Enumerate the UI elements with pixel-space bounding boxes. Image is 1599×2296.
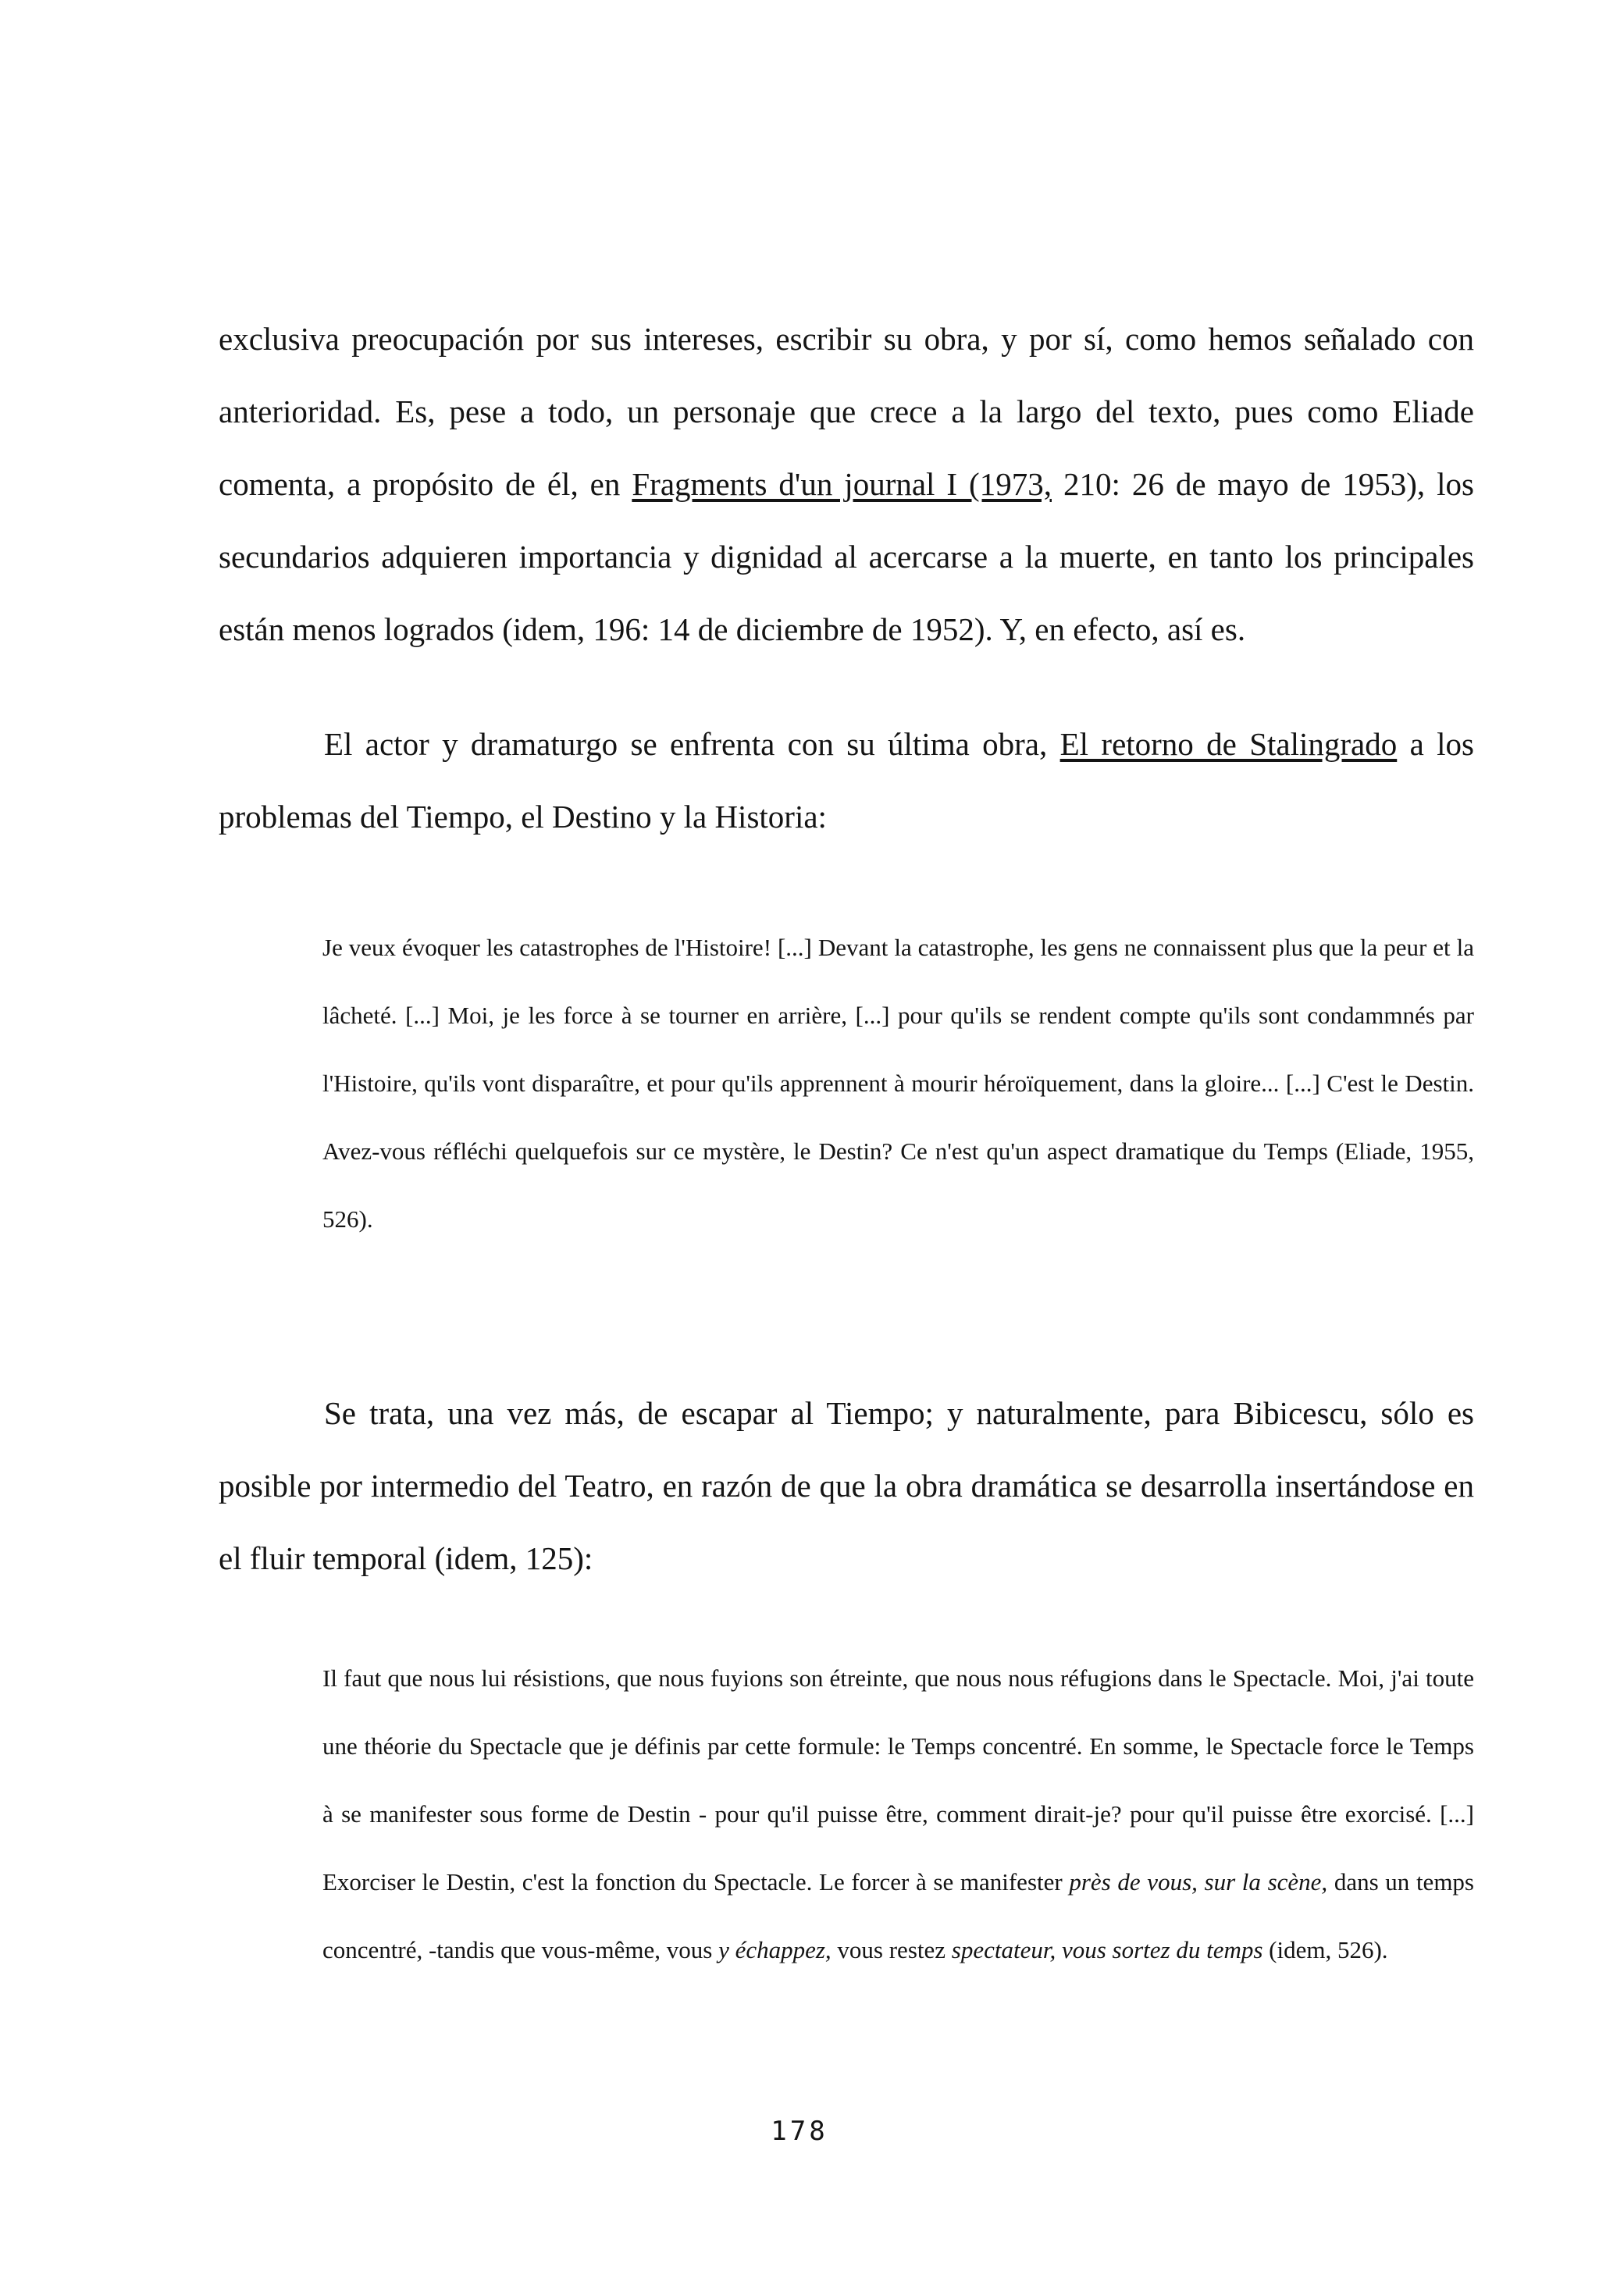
paragraph-2-text-start: El actor y dramaturgo se enfrenta con su última obra, <box>324 726 1060 762</box>
book-title-el-retorno-de-stalingrado: El retorno de Stalingrado <box>1059 726 1398 762</box>
page-number: 178 <box>771 2116 828 2147</box>
paragraph-2-text-end: a los problemas del Tiempo, el Destino y la Historia: <box>219 726 1475 835</box>
block-quote-1 <box>322 913 1474 1253</box>
block-quote-2 <box>322 1644 1474 1984</box>
paragraph-1-text-end: 210: 26 de mayo de 1953), los secundarios adquieren importancia y dignidad al acercarse a la muerte, en tanto los principales están menos logrados (idem, 196: 14 de diciembre de 1952). Y, en efecto, así es. <box>219 466 1474 647</box>
quote-2-italic-3: spectateur, vous sortez du temps <box>951 1936 1263 1963</box>
quote-2-italic-2: y échappez, <box>718 1936 832 1963</box>
quote-1-text: Je veux évoquer les catastrophes de l'Histoire! [...] Devant la catastrophe, les gens ne connaissent plus que la peur et la lâcheté. [...] Moi, je les force à se tourner en arrière, [...] pour qu'ils se rendent compte qu'ils sont condammnés par l'Histoire, qu'ils vont disparaître, et pour qu'ils apprennent à mourir héroïquement, dans la gloire... [...] C'est le Destin. Avez-vous réfléchi quelquefois sur ce mystère, le Destin? Ce n'est qu'un aspect dramatique du Temps (Eliade, 1955, 526). <box>322 934 1474 1233</box>
body-paragraph-3 <box>219 1377 1474 1595</box>
quote-2-text-3: vous restez <box>831 1936 952 1963</box>
quote-2-text-2: dans un temps concentré, -tandis que vous-même, vous <box>322 1868 1474 1963</box>
paragraph-1-text-start: exclusiva preocupación por sus intereses, escribir su obra, y por sí, como hemos señalado con anterioridad. Es, pese a todo, un personaje que crece a la largo del texto, pues como Eliade comenta, a propósito de él, en <box>219 321 1474 502</box>
quote-2-italic-1: près de vous, sur la scène, <box>1069 1868 1328 1896</box>
paragraph-3-text: Se trata, una vez más, de escapar al Tiempo; y naturalmente, para Bibicescu, sólo es posible por intermedio del Teatro, en razón de que la obra dramática se desarrolla insertándose en el fluir temporal (idem, 125): <box>219 1395 1474 1576</box>
body-paragraph-2 <box>219 708 1474 853</box>
quote-2-text-4: (idem, 526). <box>1262 1936 1388 1963</box>
body-paragraph-1 <box>219 303 1474 666</box>
book-title-fragments-dun-journal: Fragments d'un journal I (1973, <box>632 466 1052 502</box>
quote-2-text-1: Il faut que nous lui résistions, que nous fuyions son étreinte, que nous nous réfugions dans le Spectacle. Moi, j'ai toute une théorie du Spectacle que je définis par cette formule: le Temps concentré. En somme, le Spectacle force le Temps à se manifester sous forme de Destin - pour qu'il puisse être, comment dirait-je? pour qu'il puisse être exorcisé. [...] Exorciser le Destin, c'est la fonction du Spectacle. Le forcer à se manifester <box>322 1664 1474 1896</box>
